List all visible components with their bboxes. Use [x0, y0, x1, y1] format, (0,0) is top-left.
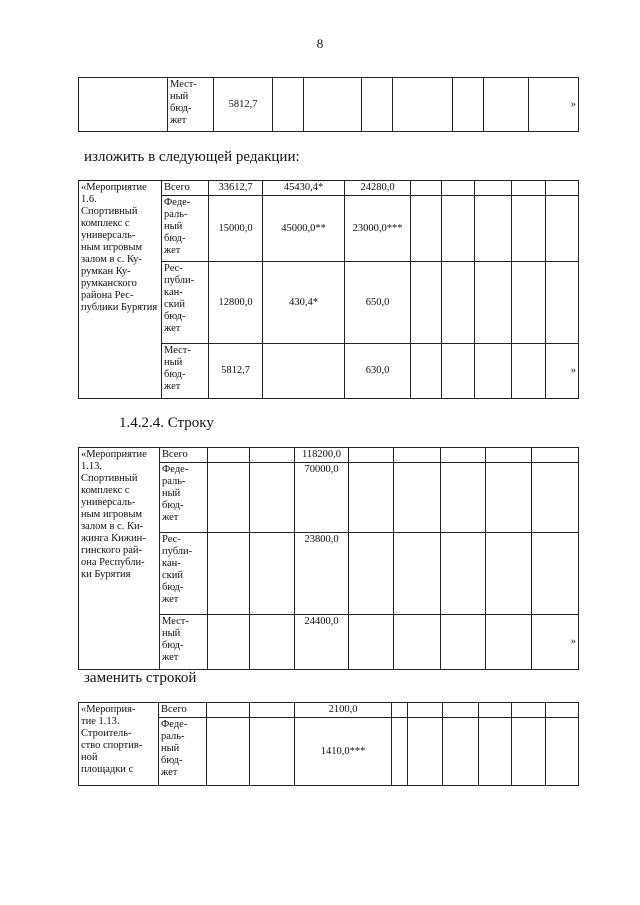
table-cell [411, 262, 442, 344]
table-cell [250, 448, 295, 463]
table-cell [546, 262, 579, 344]
table-cell [532, 463, 579, 533]
table-cell [546, 703, 579, 718]
table-cell [392, 703, 408, 718]
funding-source-cell: Всего [162, 181, 209, 196]
table-cell [442, 181, 475, 196]
table-cell [484, 78, 529, 132]
value-cell: 45430,4* [263, 181, 345, 196]
closing-quote: » [529, 78, 579, 132]
table-cell [486, 615, 532, 670]
table-cell [411, 344, 442, 399]
table-cell [441, 615, 486, 670]
funding-source-cell: Рес- публи- кан- ский бюд- жет [162, 262, 209, 344]
table-cell [546, 718, 579, 786]
event-description: «Мероприя- тие 1.13. Строитель- ство спортив- ной площадки с [79, 703, 159, 786]
table-cell [250, 463, 295, 533]
page-number: 8 [316, 36, 324, 51]
table-cell [475, 181, 512, 196]
table-cell [393, 78, 453, 132]
table-cell [250, 615, 295, 670]
table-cell [453, 78, 484, 132]
table-cell [442, 196, 475, 262]
value-cell: 430,4* [263, 262, 345, 344]
value-cell: 2100,0 [295, 703, 392, 718]
value-cell: 5812,7 [214, 78, 273, 132]
value-cell: 24400,0 [295, 615, 349, 670]
table-cell [512, 196, 546, 262]
table-continuation [78, 77, 579, 132]
table-cell [411, 181, 442, 196]
value-cell: 5812,7 [209, 344, 263, 399]
value-cell: 650,0 [345, 262, 411, 344]
funding-source-cell: Мест- ный бюд- жет [168, 78, 214, 132]
table-cell [546, 196, 579, 262]
table-cell [479, 703, 512, 718]
table-cell [441, 463, 486, 533]
table-cell [512, 718, 546, 786]
funding-source-cell: Феде- раль- ный бюд- жет [159, 718, 207, 786]
value-cell: 70000,0 [295, 463, 349, 533]
funding-source-cell: Всего [160, 448, 208, 463]
table-cell [349, 448, 394, 463]
paragraph-instruction: изложить в следующей редакции: [84, 149, 300, 165]
table-cell [394, 448, 441, 463]
table-cell [208, 533, 250, 615]
table-cell [250, 533, 295, 615]
table-cell [532, 448, 579, 463]
funding-source-cell: Мест- ный бюд- жет [160, 615, 208, 670]
table-cell [304, 78, 362, 132]
table-replacement-row [78, 702, 579, 786]
table-cell [273, 78, 304, 132]
funding-source-cell: Мест- ный бюд- жет [162, 344, 209, 399]
value-cell: 24280,0 [345, 181, 411, 196]
table-cell [207, 703, 250, 718]
value-cell: 15000,0 [209, 196, 263, 262]
table-cell [208, 463, 250, 533]
table-cell [79, 78, 168, 132]
table-cell [442, 344, 475, 399]
table-cell [208, 448, 250, 463]
paragraph-section: 1.4.2.4. Строку [119, 415, 214, 431]
value-cell [263, 344, 345, 399]
table-cell [512, 262, 546, 344]
table-cell [512, 181, 546, 196]
table-old-row [78, 447, 579, 670]
value-cell: 33612,7 [209, 181, 263, 196]
value-cell: 118200,0 [295, 448, 349, 463]
table-cell [394, 533, 441, 615]
table-cell [411, 196, 442, 262]
table-cell [349, 463, 394, 533]
table-cell [546, 181, 579, 196]
closing-quote: » [532, 615, 579, 670]
table-cell [512, 344, 546, 399]
table-cell [250, 718, 295, 786]
value-cell: 12800,0 [209, 262, 263, 344]
table-cell [208, 615, 250, 670]
table-cell [443, 718, 479, 786]
table-cell [443, 703, 479, 718]
value-cell: 630,0 [345, 344, 411, 399]
table-cell [479, 718, 512, 786]
table-cell [392, 718, 408, 786]
table-cell [408, 718, 443, 786]
funding-source-cell: Всего [159, 703, 207, 718]
table-cell [475, 344, 512, 399]
table-cell [362, 78, 393, 132]
table-cell [532, 533, 579, 615]
table-cell [394, 463, 441, 533]
funding-source-cell: Феде- раль- ный бюд- жет [160, 463, 208, 533]
closing-quote: » [546, 344, 579, 399]
table-cell [394, 615, 441, 670]
table-cell [486, 533, 532, 615]
table-new-edition [78, 180, 579, 399]
table-cell [442, 262, 475, 344]
table-cell [441, 448, 486, 463]
event-description: «Мероприятие 1.13. Спортивный комплекс с универсаль- ным игровым залом в с. Ки- жинга Кижин- гинского рай- она Республи- ки Бурятия [79, 448, 160, 670]
table-cell [408, 703, 443, 718]
table-cell [475, 262, 512, 344]
table-cell [441, 533, 486, 615]
funding-source-cell: Феде- раль- ный бюд- жет [162, 196, 209, 262]
table-cell [207, 718, 250, 786]
table-cell [486, 463, 532, 533]
table-cell [250, 703, 295, 718]
paragraph-replace: заменить строкой [84, 670, 197, 686]
value-cell: 1410,0*** [295, 718, 392, 786]
value-cell: 23000,0*** [345, 196, 411, 262]
table-cell [512, 703, 546, 718]
event-description: «Мероприятие 1.6. Спортивный комплекс с универсаль- ным игровым залом в с. Ку- румкан Ку- румканского района Рес- публики Бурятия [79, 181, 162, 399]
table-cell [486, 448, 532, 463]
table-cell [349, 615, 394, 670]
value-cell: 45000,0** [263, 196, 345, 262]
funding-source-cell: Рес- публи- кан- ский бюд- жет [160, 533, 208, 615]
table-cell [475, 196, 512, 262]
value-cell: 23800,0 [295, 533, 349, 615]
table-cell [349, 533, 394, 615]
